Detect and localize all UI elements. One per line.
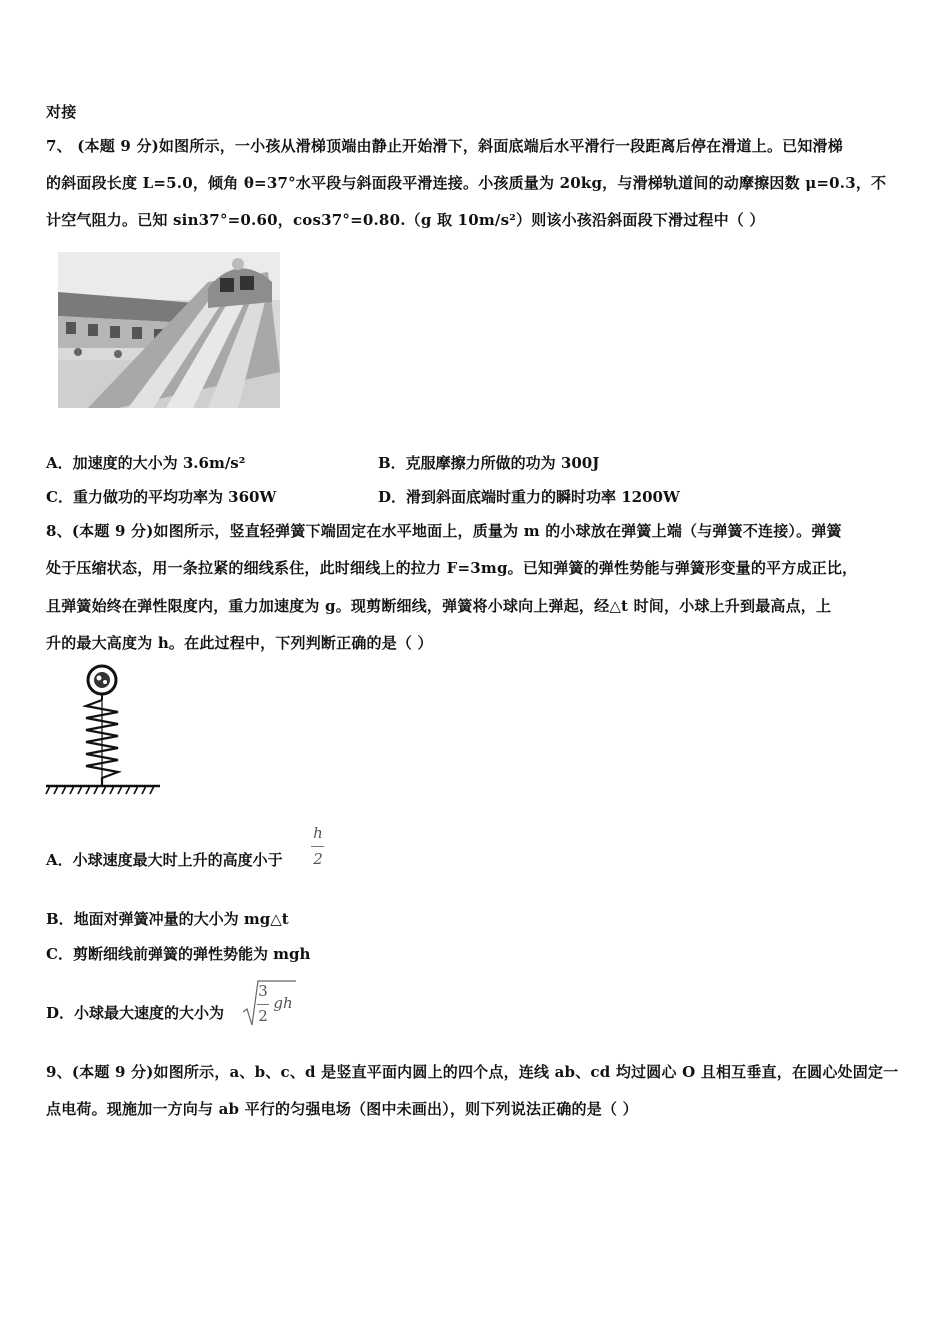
q8-option-d: D．小球最大速度的大小为: [46, 1004, 225, 1022]
q7-option-c: C．重力做功的平均功率为 360W: [46, 488, 277, 506]
q9-line-1: 9、(本题 9 分)如图所示，a、b、c、d 是竖直平面内圆上的四个点，连线 ab、cd 均过圆心 O 且相互垂直，在圆心处固定一: [46, 1063, 899, 1081]
top-text: 对接: [46, 103, 77, 121]
q8-option-c: C．剪断细线前弹簧的弹性势能为 mgh: [46, 945, 311, 963]
q7-option-d: D．滑到斜面底端时重力的瞬时功率 1200W: [378, 488, 680, 506]
q8-option-a: A．小球速度最大时上升的高度小于: [46, 851, 283, 869]
q8-option-a-numerator: h: [313, 824, 323, 842]
q8-line-2: 处于压缩状态，用一条拉紧的细线系住，此时细线上的拉力 F=3mg。已知弹簧的弹性势能与弹簧形变量的平方成正比，: [46, 559, 858, 577]
q8-line-4: 升的最大高度为 h。在此过程中，下列判断正确的是（ ）: [46, 634, 433, 652]
q7-line-3: 计空气阻力。已知 sin37°=0.60，cos37°=0.80.（g 取 10m/s²）则该小孩沿斜面段下滑过程中（ ）: [46, 211, 765, 229]
q8-line-1: 8、(本题 9 分)如图所示，竖直轻弹簧下端固定在水平地面上，质量为 m 的小球放在弹簧上端（与弹簧不连接）。弹簧: [46, 522, 842, 540]
q7-option-b: B．克服摩擦力所做的功为 300J: [378, 454, 600, 472]
spring-ball-diagram: [44, 662, 164, 798]
q8-option-a-denominator: 2: [313, 850, 323, 868]
slide-photo: [58, 252, 280, 408]
q8-option-d-denominator: 2: [258, 1007, 268, 1025]
q9-line-2: 点电荷。现施加一方向与 ab 平行的匀强电场（图中未画出），则下列说法正确的是（ ）: [46, 1100, 638, 1118]
q8-option-d-numerator: 3: [258, 982, 268, 1000]
q8-option-d-fraction-bar: [257, 1004, 269, 1005]
q7-line-1: 7、 (本题 9 分)如图所示，一小孩从滑梯顶端由静止开始滑下，斜面底端后水平滑行一段距离后停在滑道上。已知滑梯: [46, 137, 843, 155]
q8-option-d-tail: gh: [273, 994, 293, 1012]
q8-option-b: B．地面对弹簧冲量的大小为 mg△t: [46, 910, 289, 928]
q7-line-2: 的斜面段长度 L=5.0，倾角 θ=37°水平段与斜面段平滑连接。小孩质量为 20kg，与滑梯轨道间的动摩擦因数 μ=0.3，不: [46, 174, 887, 192]
q8-line-3: 且弹簧始终在弹性限度内，重力加速度为 g。现剪断细线，弹簧将小球向上弹起，经△t 时间，小球上升到最高点，上: [46, 597, 832, 615]
q7-option-a: A．加速度的大小为 3.6m/s²: [46, 454, 246, 472]
q8-option-a-fraction-bar: [311, 846, 324, 847]
